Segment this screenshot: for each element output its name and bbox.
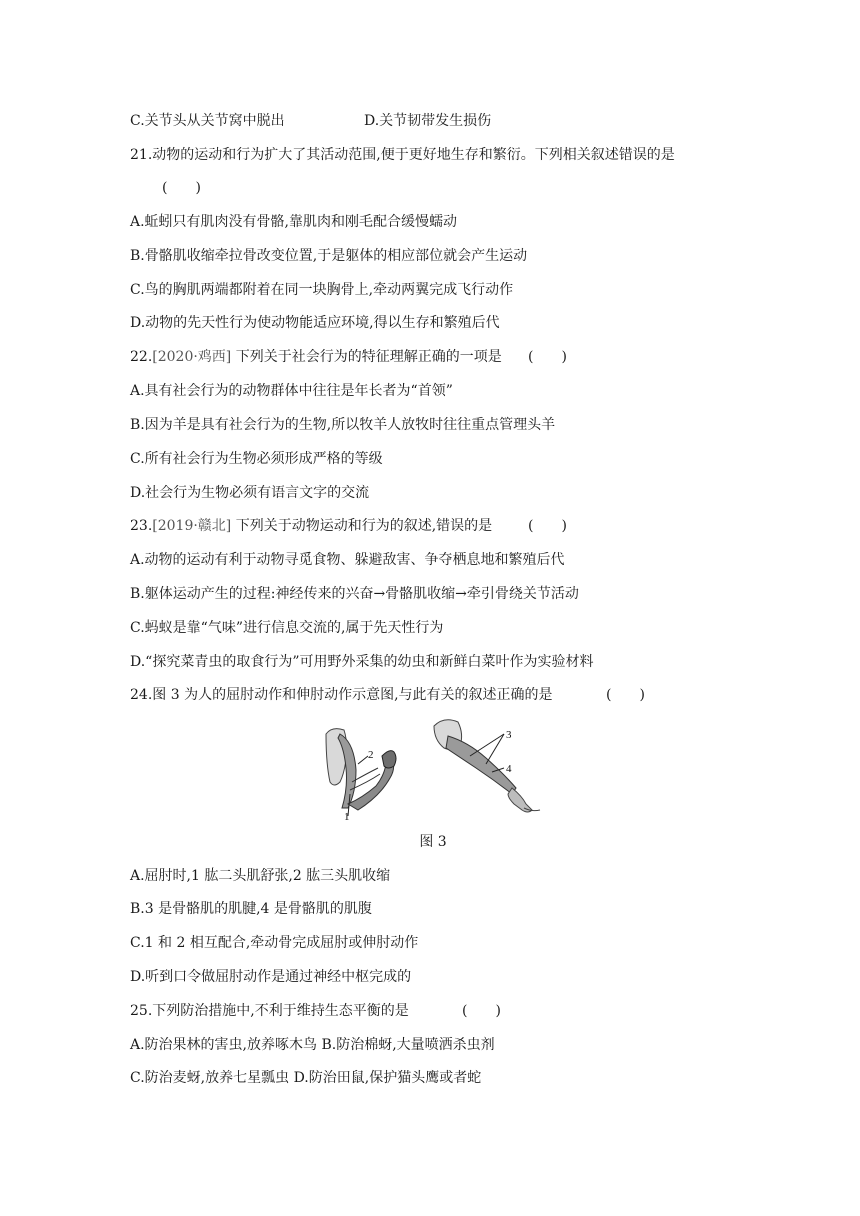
q22-option-d: D.社会行为生物必须有语言文字的交流 bbox=[130, 485, 370, 501]
arm-flexion-extension-figure bbox=[318, 712, 550, 824]
q23-stem: 下列关于动物运动和行为的叙述,错误的是 bbox=[235, 518, 493, 534]
q25-options-row-2: C.防治麦蚜,放养七星瓢虫 D.防治田鼠,保护猫头鹰或者蛇 bbox=[130, 1070, 482, 1086]
q23-source-tag: [2019·赣北] bbox=[152, 518, 232, 534]
q21-option-c: C.鸟的胸肌两端都附着在同一块胸骨上,牵动两翼完成飞行动作 bbox=[130, 282, 514, 298]
q24-option-b: B.3 是骨骼肌的肌腱,4 是骨骼肌的肌腹 bbox=[130, 901, 372, 917]
q24-answer-blank: ( ) bbox=[606, 687, 645, 703]
q22-stem: 下列关于社会行为的特征理解正确的一项是 bbox=[235, 349, 502, 365]
q20-option-d: D.关节韧带发生损伤 bbox=[364, 113, 492, 129]
figure-label-3: 3 bbox=[506, 729, 512, 741]
q23-option-c: C.蚂蚁是靠“气味”进行信息交流的,属于先天性行为 bbox=[130, 620, 444, 636]
q24-option-a: A.屈肘时,1 肱二头肌舒张,2 肱三头肌收缩 bbox=[130, 868, 391, 884]
flexed-arm-illustration bbox=[326, 729, 396, 816]
q22-option-c: C.所有社会行为生物必须形成严格的等级 bbox=[130, 451, 383, 467]
q22-answer-blank: ( ) bbox=[528, 349, 567, 365]
q21-stem: 21.动物的运动和行为扩大了其活动范围,便于更好地生存和繁衍。下列相关叙述错误的是 bbox=[130, 147, 675, 163]
q21-option-a: A.蚯蚓只有肌肉没有骨骼,靠肌肉和刚毛配合缓慢蠕动 bbox=[130, 214, 458, 230]
q22-source-tag: [2020·鸡西] bbox=[152, 349, 232, 365]
q23-answer-blank: ( ) bbox=[528, 518, 567, 534]
q23-option-d: D.“探究菜青虫的取食行为”可用野外采集的幼虫和新鲜白菜叶作为实验材料 bbox=[130, 654, 594, 670]
q23-stem-line bbox=[130, 516, 492, 536]
q25-stem: 25.下列防治措施中,不利于维持生态平衡的是 bbox=[130, 1003, 409, 1019]
q22-option-a: A.具有社会行为的动物群体中往往是年长者为“首领” bbox=[130, 383, 453, 399]
figure-caption: 图 3 bbox=[419, 834, 447, 850]
q23-option-a: A.动物的运动有利于动物寻觅食物、躲避敌害、争夺栖息地和繁殖后代 bbox=[130, 552, 565, 568]
q22-stem-line bbox=[130, 347, 502, 367]
q22-number: 22. bbox=[130, 349, 153, 365]
figure-label-1: 1 bbox=[344, 811, 350, 823]
q25-options-row-1: A.防治果林的害虫,放养啄木鸟 B.防治棉蚜,大量喷洒杀虫剂 bbox=[130, 1037, 495, 1053]
q21-option-d: D.动物的先天性行为使动物能适应环境,得以生存和繁殖后代 bbox=[130, 315, 500, 331]
q21-option-b: B.骨骼肌收缩牵拉骨改变位置,于是躯体的相应部位就会产生运动 bbox=[130, 248, 528, 264]
q22-option-b: B.因为羊是具有社会行为的生物,所以牧羊人放牧时往往重点管理头羊 bbox=[130, 417, 556, 433]
q21-answer-blank: ( ) bbox=[162, 180, 201, 196]
figure-label-4: 4 bbox=[506, 763, 512, 775]
q24-stem: 24.图 3 为人的屈肘动作和伸肘动作示意图,与此有关的叙述正确的是 bbox=[130, 687, 553, 703]
q23-option-b: B.躯体运动产生的过程:神经传来的兴奋→骨骼肌收缩→牵引骨绕关节活动 bbox=[130, 586, 579, 602]
q24-option-c: C.1 和 2 相互配合,牵动骨完成屈肘或伸肘动作 bbox=[130, 935, 419, 951]
q25-answer-blank: ( ) bbox=[462, 1003, 501, 1019]
figure-label-2: 2 bbox=[368, 749, 374, 761]
extended-arm-illustration bbox=[434, 720, 540, 812]
q24-option-d: D.听到口令做屈肘动作是通过神经中枢完成的 bbox=[130, 969, 412, 985]
q23-number: 23. bbox=[130, 518, 153, 534]
q20-option-c: C.关节头从关节窝中脱出 bbox=[130, 113, 285, 129]
